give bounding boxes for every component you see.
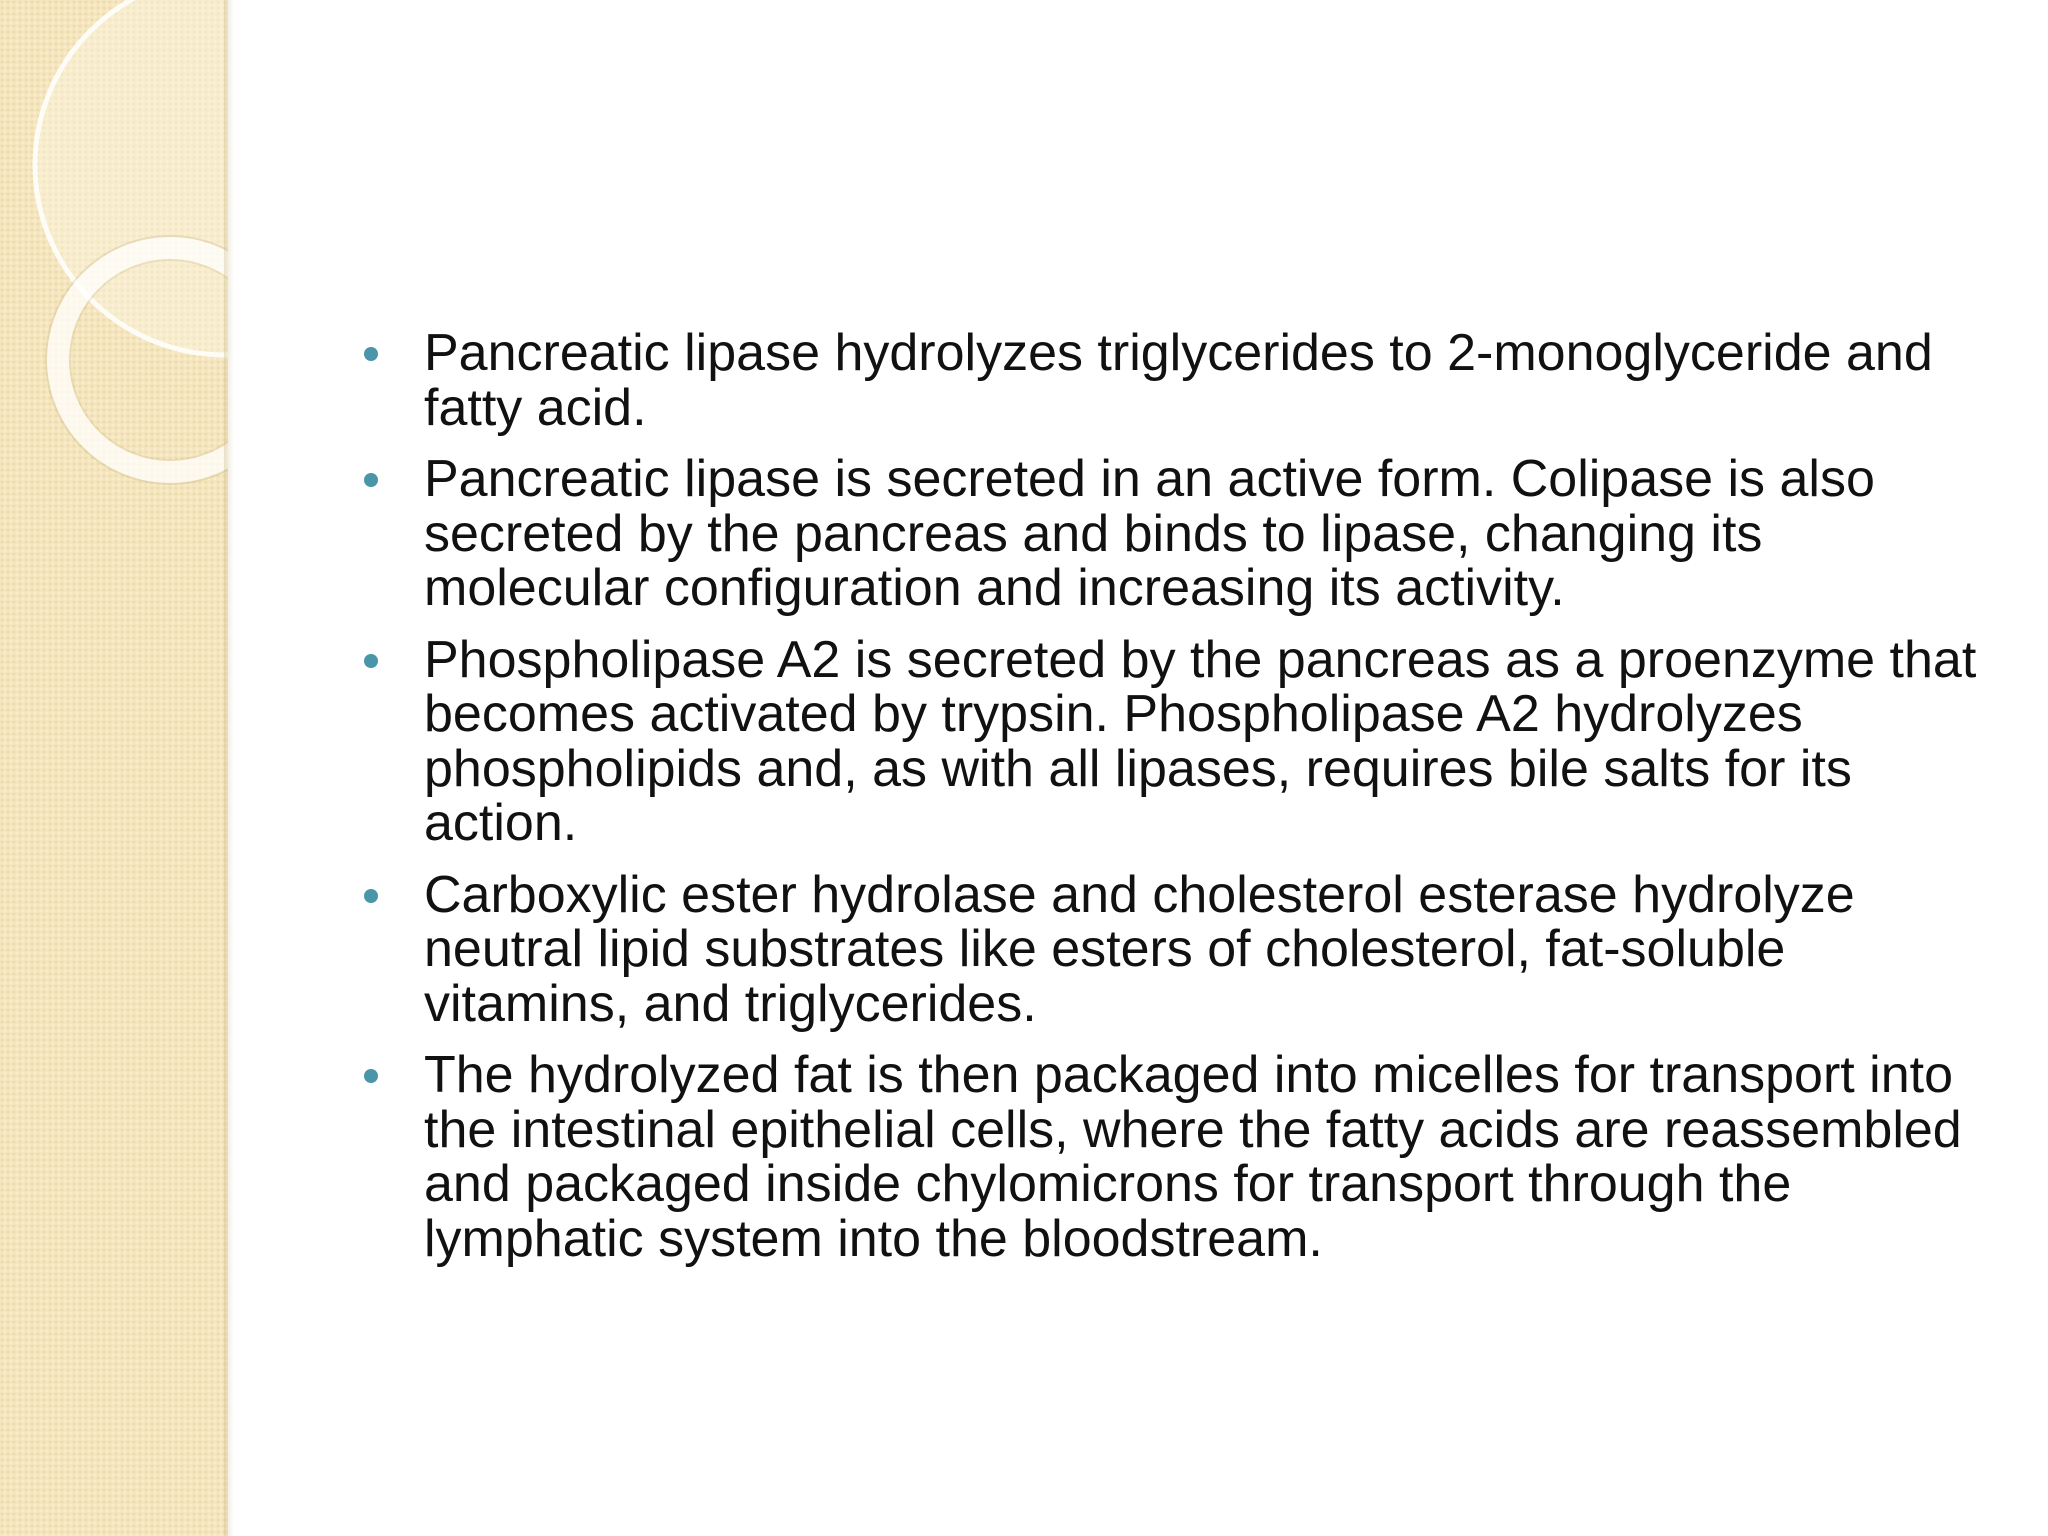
- bullet-list: [352, 326, 1992, 1266]
- slide-content: [352, 326, 1992, 1283]
- side-panel-edge: [224, 0, 234, 1536]
- decorative-side-panel: [0, 0, 228, 1536]
- bullet-item: [352, 630, 1992, 852]
- circle-bullet-icon: [364, 347, 378, 361]
- bullet-text: The hydrolyzed fat is then packaged into micelles for transport into the intestinal epithelial cells, where the fatty acids are reassembled and packaged inside chylomicrons for transport through the lymphatic system into the bloodstream.: [424, 1046, 1962, 1268]
- circle-bullet-icon: [364, 654, 378, 668]
- circle-bullet-icon: [364, 473, 378, 487]
- bullet-item: [352, 326, 1992, 435]
- bullet-item: [352, 865, 1992, 1033]
- bullet-text: Carboxylic ester hydrolase and cholesterol esterase hydrolyze neutral lipid substrates like esters of cholesterol, fat-soluble vitamins, and triglycerides.: [424, 865, 1855, 1033]
- bullet-text: Phospholipase A2 is secreted by the pancreas as a proenzyme that becomes activated by trypsin. Phospholipase A2 hydrolyzes phospholipids and, as with all lipases, requires bile salts for its action.: [424, 630, 1977, 852]
- circle-bullet-icon: [364, 1069, 378, 1083]
- circle-bullet-icon: [364, 889, 378, 903]
- bullet-text: Pancreatic lipase hydrolyzes triglycerides to 2-monoglyceride and fatty acid.: [424, 324, 1933, 437]
- bullet-item: [352, 1048, 1992, 1266]
- ring-decoration-icon: [0, 0, 228, 520]
- bullet-item: [352, 452, 1992, 616]
- bullet-text: Pancreatic lipase is secreted in an active form. Colipase is also secreted by the pancreas and binds to lipase, changing its molecular configuration and increasing its activity.: [424, 450, 1875, 617]
